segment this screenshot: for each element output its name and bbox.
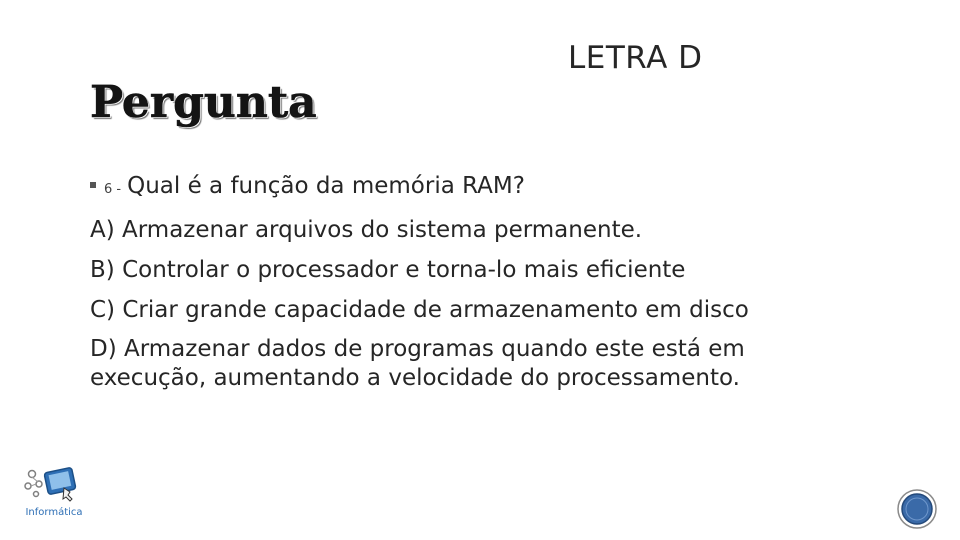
question-number: 6 -	[104, 182, 122, 197]
bullet-icon	[90, 182, 96, 188]
question	[90, 166, 525, 210]
page-badge-icon	[896, 488, 938, 530]
option-a: A) Armazenar arquivos do sistema permanente.	[90, 217, 643, 243]
option-b: B) Controlar o processador e torna-lo mais eficiente	[90, 257, 686, 283]
informatica-logo-icon	[20, 460, 88, 520]
question-text: Qual é a função da memória RAM?	[127, 173, 525, 199]
option-c: C) Criar grande capacidade de armazenamento em disco	[90, 297, 749, 323]
logo-text: Informática	[25, 507, 83, 518]
option-d: D) Armazenar dados de programas quando este está em execução, aumentando a velocidade do processamento.	[90, 336, 745, 391]
page-title: Pergunta	[90, 77, 317, 128]
answer-note: LETRA D	[568, 40, 703, 76]
option-list	[90, 210, 850, 393]
